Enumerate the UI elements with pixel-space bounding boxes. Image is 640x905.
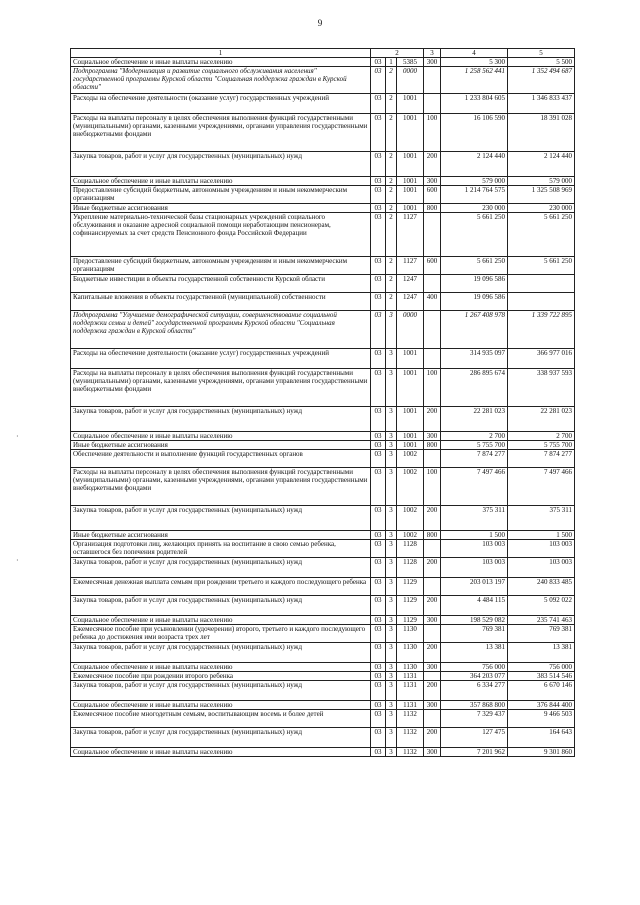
cell-name: Предоставление субсидий бюджетным, автономным учреждениям и иным некоммерческим организациям: [71, 257, 371, 275]
cell-sec: 03: [371, 432, 386, 441]
cell-code: 1128: [397, 540, 424, 558]
cell-sec: 03: [371, 275, 386, 293]
table-row: [71, 177, 575, 186]
cell-v2: 7 497 466: [508, 468, 575, 506]
cell-v2: 2 700: [508, 432, 575, 441]
cell-code: 1129: [397, 616, 424, 625]
table-row: [71, 468, 575, 506]
cell-code: 1001: [397, 114, 424, 152]
cell-v1: 19 096 586: [441, 275, 508, 293]
cell-vr: [424, 672, 441, 681]
cell-vr: 400: [424, 293, 441, 311]
cell-name: Предоставление субсидий бюджетным, автономным учреждениям и иным некоммерческим организациям: [71, 186, 371, 204]
cell-v2: 22 281 023: [508, 407, 575, 432]
cell-v1: 286 895 674: [441, 369, 508, 407]
cell-vr: 200: [424, 407, 441, 432]
cell-v1: 314 935 097: [441, 349, 508, 369]
cell-name: Ежемесячное пособие многодетным семьям, воспитывающим восемь и более детей: [71, 710, 371, 728]
cell-vr: 600: [424, 257, 441, 275]
table-row: [71, 616, 575, 625]
cell-code: 1002: [397, 468, 424, 506]
cell-vr: 200: [424, 558, 441, 578]
table-row: [71, 672, 575, 681]
cell-sub: 3: [386, 681, 397, 701]
table-row: [71, 748, 575, 757]
table-row: [71, 506, 575, 531]
cell-sub: 2: [386, 204, 397, 213]
cell-v2: 235 741 463: [508, 616, 575, 625]
cell-vr: [424, 710, 441, 728]
cell-sub: 2: [386, 213, 397, 257]
cell-vr: 200: [424, 506, 441, 531]
cell-vr: 300: [424, 177, 441, 186]
cell-code: 1131: [397, 672, 424, 681]
cell-sec: 03: [371, 681, 386, 701]
table-row: [71, 152, 575, 177]
cell-v1: 6 334 277: [441, 681, 508, 701]
cell-sec: 03: [371, 369, 386, 407]
cell-sec: 03: [371, 58, 386, 67]
cell-sec: 03: [371, 186, 386, 204]
cell-sub: 3: [386, 407, 397, 432]
cell-v2: 5 092 022: [508, 596, 575, 616]
cell-vr: 200: [424, 596, 441, 616]
cell-v1: 2 700: [441, 432, 508, 441]
cell-v2: [508, 293, 575, 311]
cell-v1: 22 281 023: [441, 407, 508, 432]
cell-sec: 03: [371, 407, 386, 432]
cell-v1: 7 201 962: [441, 748, 508, 757]
cell-name: Закупка товаров, работ и услуг для государственных (муниципальных) нужд: [71, 152, 371, 177]
table-row: [71, 450, 575, 468]
cell-v2: 164 643: [508, 728, 575, 748]
cell-v1: 769 381: [441, 625, 508, 643]
cell-code: 1127: [397, 213, 424, 257]
cell-v2: 103 003: [508, 558, 575, 578]
table-row: [71, 681, 575, 701]
cell-code: 1131: [397, 681, 424, 701]
cell-v2: 1 500: [508, 531, 575, 540]
cell-sec: 03: [371, 616, 386, 625]
cell-sec: 03: [371, 114, 386, 152]
cell-code: 1129: [397, 596, 424, 616]
cell-sec: 03: [371, 578, 386, 596]
cell-name: Иные бюджетные ассигнования: [71, 441, 371, 450]
cell-v2: 338 937 593: [508, 369, 575, 407]
cell-vr: [424, 94, 441, 114]
table-row: [71, 441, 575, 450]
cell-code: 1002: [397, 450, 424, 468]
cell-code: 1001: [397, 441, 424, 450]
table-row: [71, 114, 575, 152]
cell-name: Капитальные вложения в объекты государственной (муниципальной) собственности: [71, 293, 371, 311]
cell-sub: 3: [386, 596, 397, 616]
cell-sec: 03: [371, 293, 386, 311]
cell-vr: [424, 578, 441, 596]
cell-v1: 5 300: [441, 58, 508, 67]
cell-sub: 3: [386, 710, 397, 728]
table-row: [71, 540, 575, 558]
cell-vr: 800: [424, 441, 441, 450]
cell-sub: 3: [386, 540, 397, 558]
cell-vr: 200: [424, 152, 441, 177]
cell-code: 1127: [397, 257, 424, 275]
cell-sub: 3: [386, 450, 397, 468]
cell-vr: 100: [424, 369, 441, 407]
cell-v1: 1 258 562 441: [441, 67, 508, 94]
table-row: [71, 94, 575, 114]
cell-vr: [424, 275, 441, 293]
cell-sub: 3: [386, 506, 397, 531]
table-row: [71, 186, 575, 204]
table-row: [71, 710, 575, 728]
cell-sub: 3: [386, 728, 397, 748]
cell-name: Расходы на выплаты персоналу в целях обеспечения выполнения функций государственными (муниципальными) органами, казенными учреждениями, органами управления государственными внебюджетными фондами: [71, 114, 371, 152]
table-row: [71, 432, 575, 441]
cell-sec: 03: [371, 663, 386, 672]
cell-vr: 300: [424, 58, 441, 67]
cell-code: 5385: [397, 58, 424, 67]
cell-v2: 6 670 146: [508, 681, 575, 701]
cell-vr: 300: [424, 701, 441, 710]
cell-v1: 7 874 277: [441, 450, 508, 468]
cell-sub: 3: [386, 672, 397, 681]
cell-vr: 800: [424, 531, 441, 540]
cell-sec: 03: [371, 625, 386, 643]
cell-code: 1002: [397, 506, 424, 531]
cell-code: 1132: [397, 728, 424, 748]
cell-vr: [424, 311, 441, 349]
cell-vr: 300: [424, 432, 441, 441]
cell-v1: 1 233 804 605: [441, 94, 508, 114]
cell-v2: 9 466 503: [508, 710, 575, 728]
cell-sub: 2: [386, 177, 397, 186]
table-row: [71, 407, 575, 432]
table-row: [71, 311, 575, 349]
cell-v2: 5 500: [508, 58, 575, 67]
cell-code: 1129: [397, 578, 424, 596]
cell-sec: 03: [371, 558, 386, 578]
cell-sub: 3: [386, 468, 397, 506]
cell-vr: [424, 349, 441, 369]
cell-vr: 300: [424, 663, 441, 672]
cell-v2: 756 000: [508, 663, 575, 672]
cell-sub: 3: [386, 311, 397, 349]
cell-v2: 366 977 016: [508, 349, 575, 369]
cell-name: Расходы на выплаты персоналу в целях обеспечения выполнения функций государственными (муниципальными) органами, казенными учреждениями, органами управления государственными внебюджетными фондами: [71, 369, 371, 407]
cell-sub: 3: [386, 441, 397, 450]
cell-sec: 03: [371, 349, 386, 369]
cell-sub: 3: [386, 663, 397, 672]
cell-name: Социальное обеспечение и иные выплаты населению: [71, 748, 371, 757]
cell-v2: 1 346 833 437: [508, 94, 575, 114]
cell-name: Социальное обеспечение и иные выплаты населению: [71, 701, 371, 710]
cell-sec: 03: [371, 672, 386, 681]
cell-sub: 3: [386, 643, 397, 663]
scan-mark: ·: [16, 432, 19, 441]
header-cell-col3: 3: [424, 49, 441, 58]
cell-vr: 100: [424, 114, 441, 152]
cell-code: 1001: [397, 407, 424, 432]
cell-name: Бюджетные инвестиции в объекты государственной собственности Курской области: [71, 275, 371, 293]
cell-name: Ежемесячное пособие при рождении второго ребенка: [71, 672, 371, 681]
cell-v2: 9 301 860: [508, 748, 575, 757]
cell-name: Расходы на обеспечение деятельности (оказание услуг) государственных учреждений: [71, 94, 371, 114]
cell-sec: 03: [371, 311, 386, 349]
cell-code: 1001: [397, 432, 424, 441]
cell-sub: 2: [386, 152, 397, 177]
cell-v1: 7 329 437: [441, 710, 508, 728]
cell-sub: 3: [386, 748, 397, 757]
cell-sec: 03: [371, 468, 386, 506]
cell-v1: 4 484 115: [441, 596, 508, 616]
cell-v1: 13 381: [441, 643, 508, 663]
cell-sec: 03: [371, 540, 386, 558]
cell-v1: 19 096 586: [441, 293, 508, 311]
cell-code: 1247: [397, 275, 424, 293]
cell-sub: 3: [386, 531, 397, 540]
cell-name: Социальное обеспечение и иные выплаты населению: [71, 616, 371, 625]
cell-sec: 03: [371, 67, 386, 94]
cell-v1: 756 000: [441, 663, 508, 672]
cell-code: 1132: [397, 748, 424, 757]
cell-v1: 5 661 250: [441, 213, 508, 257]
cell-v1: 127 475: [441, 728, 508, 748]
table-row: [71, 578, 575, 596]
cell-sec: 03: [371, 213, 386, 257]
cell-name: Закупка товаров, работ и услуг для государственных (муниципальных) нужд: [71, 728, 371, 748]
cell-sub: 3: [386, 432, 397, 441]
cell-sub: 2: [386, 186, 397, 204]
cell-sec: 03: [371, 643, 386, 663]
cell-code: 1131: [397, 701, 424, 710]
cell-sec: 03: [371, 710, 386, 728]
cell-name: Организация подготовки лиц, желающих принять на воспитание в свою семью ребенка, оставшегося без попечения родителей: [71, 540, 371, 558]
cell-v1: 1 500: [441, 531, 508, 540]
cell-code: 1001: [397, 177, 424, 186]
cell-sub: 3: [386, 625, 397, 643]
cell-name: Социальное обеспечение и иные выплаты населению: [71, 432, 371, 441]
cell-code: 0000: [397, 311, 424, 349]
cell-sec: 03: [371, 257, 386, 275]
cell-sec: 03: [371, 204, 386, 213]
cell-v1: 230 000: [441, 204, 508, 213]
table-row: [71, 558, 575, 578]
cell-sub: 3: [386, 578, 397, 596]
cell-sub: 2: [386, 293, 397, 311]
cell-v2: 5 661 250: [508, 213, 575, 257]
cell-v1: 103 003: [441, 540, 508, 558]
cell-name: Ежемесячное пособие при усыновлении (удочерении) второго, третьего и каждого последующего ребенка до достижения ими возраста трех лет: [71, 625, 371, 643]
cell-name: Социальное обеспечение и иные выплаты населению: [71, 663, 371, 672]
table-row: [71, 625, 575, 643]
cell-sec: 03: [371, 701, 386, 710]
cell-v1: 2 124 440: [441, 152, 508, 177]
cell-sec: 03: [371, 152, 386, 177]
cell-v1: 1 267 408 978: [441, 311, 508, 349]
cell-sub: 2: [386, 67, 397, 94]
cell-sub: 3: [386, 369, 397, 407]
header-cell-col4: 4: [441, 49, 508, 58]
cell-v2: 1 325 508 969: [508, 186, 575, 204]
cell-v2: 13 381: [508, 643, 575, 663]
cell-name: Закупка товаров, работ и услуг для государственных (муниципальных) нужд: [71, 407, 371, 432]
cell-name: Расходы на обеспечение деятельности (оказание услуг) государственных учреждений: [71, 349, 371, 369]
table-row: [71, 204, 575, 213]
cell-sub: 3: [386, 558, 397, 578]
cell-name: Иные бюджетные ассигнования: [71, 204, 371, 213]
cell-code: 1001: [397, 94, 424, 114]
cell-v1: 5 755 700: [441, 441, 508, 450]
cell-name: Подпрограмма "Улучшение демографической ситуации, совершенствование социальной поддержки семьи и детей" государственной программы Курской области "Социальная поддержка граждан в Курской области": [71, 311, 371, 349]
cell-code: 1001: [397, 152, 424, 177]
cell-name: Закупка товаров, работ и услуг для государственных (муниципальных) нужд: [71, 643, 371, 663]
cell-name: Закупка товаров, работ и услуг для государственных (муниципальных) нужд: [71, 558, 371, 578]
table-header-row: [71, 49, 575, 58]
table-row: [71, 275, 575, 293]
table-row: [71, 213, 575, 257]
cell-code: 1001: [397, 369, 424, 407]
cell-code: 0000: [397, 67, 424, 94]
cell-v1: 364 203 077: [441, 672, 508, 681]
table-row: [71, 701, 575, 710]
cell-v2: 579 000: [508, 177, 575, 186]
cell-sub: 2: [386, 257, 397, 275]
cell-name: Расходы на выплаты персоналу в целях обеспечения выполнения функций государственными (муниципальными) органами, казенными учреждениями, органами управления государственными внебюджетными фондами: [71, 468, 371, 506]
cell-sub: 3: [386, 349, 397, 369]
cell-name: Социальное обеспечение и иные выплаты населению: [71, 58, 371, 67]
cell-sec: 03: [371, 531, 386, 540]
cell-sub: 2: [386, 275, 397, 293]
cell-name: Укрепление материально-технической базы стационарных учреждений социального обслуживания и оказание адресной социальной помощи неработающим пенсионерам, софинансируемых за счет средств Пенсионного фонда Российской Федерации: [71, 213, 371, 257]
cell-vr: [424, 540, 441, 558]
cell-code: 1130: [397, 663, 424, 672]
cell-sub: 3: [386, 701, 397, 710]
cell-v1: 357 868 800: [441, 701, 508, 710]
cell-name: Ежемесячная денежная выплата семьям при рождении третьего и каждого последующего ребенка: [71, 578, 371, 596]
table-row: [71, 369, 575, 407]
cell-vr: 200: [424, 728, 441, 748]
scan-mark: ·: [16, 556, 19, 565]
cell-sec: 03: [371, 94, 386, 114]
cell-v1: 375 311: [441, 506, 508, 531]
cell-sub: 2: [386, 94, 397, 114]
cell-v1: 579 000: [441, 177, 508, 186]
cell-v2: 230 000: [508, 204, 575, 213]
cell-name: Подпрограмма "Модернизация и развитие социального обслуживания населения" государственной программы Курской области "Социальная поддержка граждан в Курской области": [71, 67, 371, 94]
cell-sec: 03: [371, 506, 386, 531]
cell-code: 1130: [397, 643, 424, 663]
cell-vr: [424, 67, 441, 94]
table-row: [71, 728, 575, 748]
table-row: [71, 663, 575, 672]
cell-name: Закупка товаров, работ и услуг для государственных (муниципальных) нужд: [71, 681, 371, 701]
table-row: [71, 67, 575, 94]
cell-sec: 03: [371, 728, 386, 748]
cell-code: 1130: [397, 625, 424, 643]
cell-vr: 100: [424, 468, 441, 506]
cell-vr: 300: [424, 616, 441, 625]
table-row: [71, 596, 575, 616]
table-row: [71, 257, 575, 275]
cell-sec: 03: [371, 450, 386, 468]
header-cell-col5: 5: [508, 49, 575, 58]
table-row: [71, 531, 575, 540]
cell-sub: 3: [386, 616, 397, 625]
cell-v1: 1 214 764 575: [441, 186, 508, 204]
cell-v1: 203 013 197: [441, 578, 508, 596]
header-cell-col2: 2: [371, 49, 424, 58]
cell-v2: 769 381: [508, 625, 575, 643]
cell-name: Обеспечение деятельности и выполнение функций государственных органов: [71, 450, 371, 468]
cell-v2: 240 833 485: [508, 578, 575, 596]
cell-v2: 7 874 277: [508, 450, 575, 468]
cell-code: 1001: [397, 204, 424, 213]
table-row: [71, 58, 575, 67]
cell-v2: 18 391 028: [508, 114, 575, 152]
cell-code: 1002: [397, 531, 424, 540]
cell-code: 1128: [397, 558, 424, 578]
cell-sec: 03: [371, 441, 386, 450]
page-number: 9: [317, 18, 323, 28]
cell-v1: 198 529 082: [441, 616, 508, 625]
cell-v1: 16 106 590: [441, 114, 508, 152]
cell-name: Иные бюджетные ассигнования: [71, 531, 371, 540]
cell-sec: 03: [371, 177, 386, 186]
cell-name: Закупка товаров, работ и услуг для государственных (муниципальных) нужд: [71, 596, 371, 616]
cell-code: 1247: [397, 293, 424, 311]
cell-v1: 7 497 466: [441, 468, 508, 506]
cell-v2: 1 352 494 687: [508, 67, 575, 94]
cell-v1: 103 003: [441, 558, 508, 578]
cell-v2: 103 003: [508, 540, 575, 558]
cell-vr: 800: [424, 204, 441, 213]
cell-name: Социальное обеспечение и иные выплаты населению: [71, 177, 371, 186]
cell-name: Закупка товаров, работ и услуг для государственных (муниципальных) нужд: [71, 506, 371, 531]
cell-vr: [424, 213, 441, 257]
cell-sec: 03: [371, 596, 386, 616]
header-cell-col1: 1: [71, 49, 371, 58]
cell-vr: 200: [424, 643, 441, 663]
cell-code: 1132: [397, 710, 424, 728]
cell-v2: 375 311: [508, 506, 575, 531]
cell-v2: 383 514 546: [508, 672, 575, 681]
cell-vr: [424, 625, 441, 643]
cell-sub: 2: [386, 114, 397, 152]
cell-code: 1001: [397, 186, 424, 204]
cell-v2: [508, 275, 575, 293]
cell-v2: 5 661 250: [508, 257, 575, 275]
cell-vr: 600: [424, 186, 441, 204]
cell-v1: 5 661 250: [441, 257, 508, 275]
cell-vr: [424, 450, 441, 468]
cell-v2: 376 844 400: [508, 701, 575, 710]
table-row: [71, 349, 575, 369]
cell-vr: 300: [424, 748, 441, 757]
cell-v2: 2 124 440: [508, 152, 575, 177]
cell-sub: 1: [386, 58, 397, 67]
cell-v2: 1 339 722 895: [508, 311, 575, 349]
cell-sec: 03: [371, 748, 386, 757]
cell-vr: 200: [424, 681, 441, 701]
cell-v2: 5 755 700: [508, 441, 575, 450]
cell-code: 1001: [397, 349, 424, 369]
table-row: [71, 643, 575, 663]
budget-table: [70, 48, 575, 757]
table-row: [71, 293, 575, 311]
